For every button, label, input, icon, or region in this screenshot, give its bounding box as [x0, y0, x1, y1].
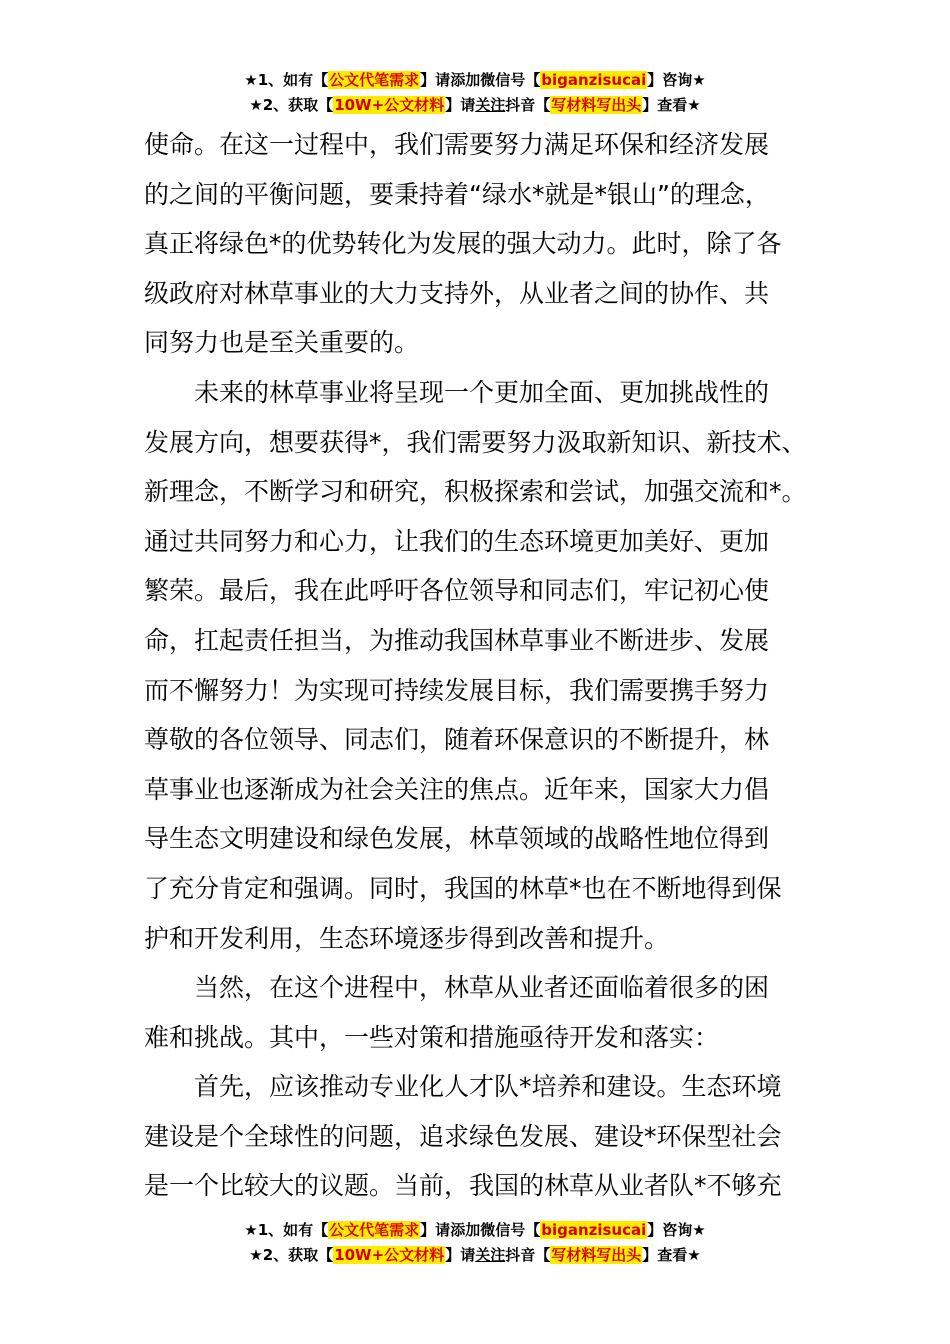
body-line: 同努力也是至关重要的。	[144, 328, 420, 358]
body-line: 的之间的平衡问题，要秉持着“绿水*就是*银山”的理念，	[144, 179, 770, 209]
body-line: 而不懈努力！为实现可持续发展目标，我们需要携手努力	[144, 675, 770, 705]
promo-text: 微信号【	[480, 1221, 541, 1239]
promo-text: ★2、获取【	[249, 96, 334, 114]
promo-text: 抖音【	[505, 96, 551, 114]
promo-line-2	[0, 93, 950, 118]
paragraph-start-line: 首先，应该推动专业化人才队*培养和建设。生态环境	[194, 1072, 782, 1102]
body-line: 了充分肯定和强调。同时，我国的林草*也在不断地得到保	[144, 873, 782, 903]
promo-highlight-service: 公文代笔需求	[329, 1221, 420, 1239]
promo-line-1	[0, 68, 950, 93]
body-line: 护和开发利用，生态环境逐步得到改善和提升。	[144, 923, 670, 953]
paragraph-start-line: 未来的林草事业将呈现一个更加全面、更加挑战性的	[194, 377, 770, 407]
document-body	[144, 120, 834, 1211]
promo-text: 微信号【	[480, 71, 541, 89]
footer-promo-banner	[0, 1218, 950, 1268]
promo-highlight-wechat-id: biganzisucai	[541, 71, 647, 89]
body-line: 命，扛起责任担当，为推动我国林草事业不断进步、发展	[144, 625, 770, 655]
promo-highlight-douyin: 写材料写出头	[551, 1246, 642, 1264]
body-line: 新理念，不断学习和研究，积极探索和尝试，加强交流和*。	[144, 477, 807, 507]
promo-text: 】请	[445, 1246, 476, 1264]
body-line: 导生态文明建设和绿色发展，林草领域的战略性地位得到	[144, 824, 770, 854]
promo-line-1	[0, 1218, 950, 1243]
body-line: 级政府对林草事业的大力支持外，从业者之间的协作、共	[144, 278, 770, 308]
promo-text: ★1、如有【	[244, 1221, 329, 1239]
promo-highlight-douyin: 写材料写出头	[551, 96, 642, 114]
promo-text: 】请	[420, 71, 451, 89]
body-line: 真正将绿色*的优势转化为发展的强大动力。此时，除了各	[144, 229, 782, 259]
promo-text: 】咨询★	[647, 1221, 706, 1239]
promo-highlight-wechat-id: biganzisucai	[541, 1221, 647, 1239]
promo-highlight-materials: 10W+公文材料	[334, 1246, 445, 1264]
body-line: 建设是个全球性的问题，追求绿色发展、建设*环保型社会	[144, 1121, 782, 1151]
promo-text: ★1、如有【	[244, 71, 329, 89]
promo-text: 抖音【	[505, 1246, 551, 1264]
promo-emphasis: 关注	[475, 1246, 506, 1264]
promo-line-2	[0, 1243, 950, 1268]
promo-text: 】查看★	[642, 1246, 701, 1264]
body-line: 使命。在这一过程中，我们需要努力满足环保和经济发展	[144, 130, 770, 159]
promo-text: 】咨询★	[647, 71, 706, 89]
body-line: 通过共同努力和心力，让我们的生态环境更加美好、更加	[144, 526, 770, 556]
promo-text: 】请	[445, 96, 476, 114]
body-line: 发展方向，想要获得*，我们需要努力汲取新知识、新技术、	[144, 427, 807, 457]
header-promo-banner	[0, 68, 950, 118]
promo-text: 】查看★	[642, 96, 701, 114]
promo-text: 】请	[420, 1221, 451, 1239]
body-line: 难和挑战。其中，一些对策和措施亟待开发和落实：	[144, 1022, 720, 1052]
promo-highlight-service: 公文代笔需求	[329, 71, 420, 89]
promo-text: ★2、获取【	[249, 1246, 334, 1264]
body-line: 草事业也逐渐成为社会关注的焦点。近年来，国家大力倡	[144, 774, 770, 804]
promo-emphasis: 添加	[450, 1221, 481, 1239]
promo-highlight-materials: 10W+公文材料	[334, 96, 445, 114]
promo-emphasis: 关注	[475, 96, 506, 114]
body-line: 尊敬的各位领导、同志们，随着环保意识的不断提升，林	[144, 725, 770, 755]
paragraph-start-line: 当然，在这个进程中，林草从业者还面临着很多的困	[194, 973, 770, 1003]
promo-emphasis: 添加	[450, 71, 481, 89]
body-line: 是一个比较大的议题。当前，我国的林草从业者队*不够充	[144, 1171, 782, 1201]
body-line: 繁荣。最后，我在此呼吁各位领导和同志们，牢记初心使	[144, 576, 770, 606]
